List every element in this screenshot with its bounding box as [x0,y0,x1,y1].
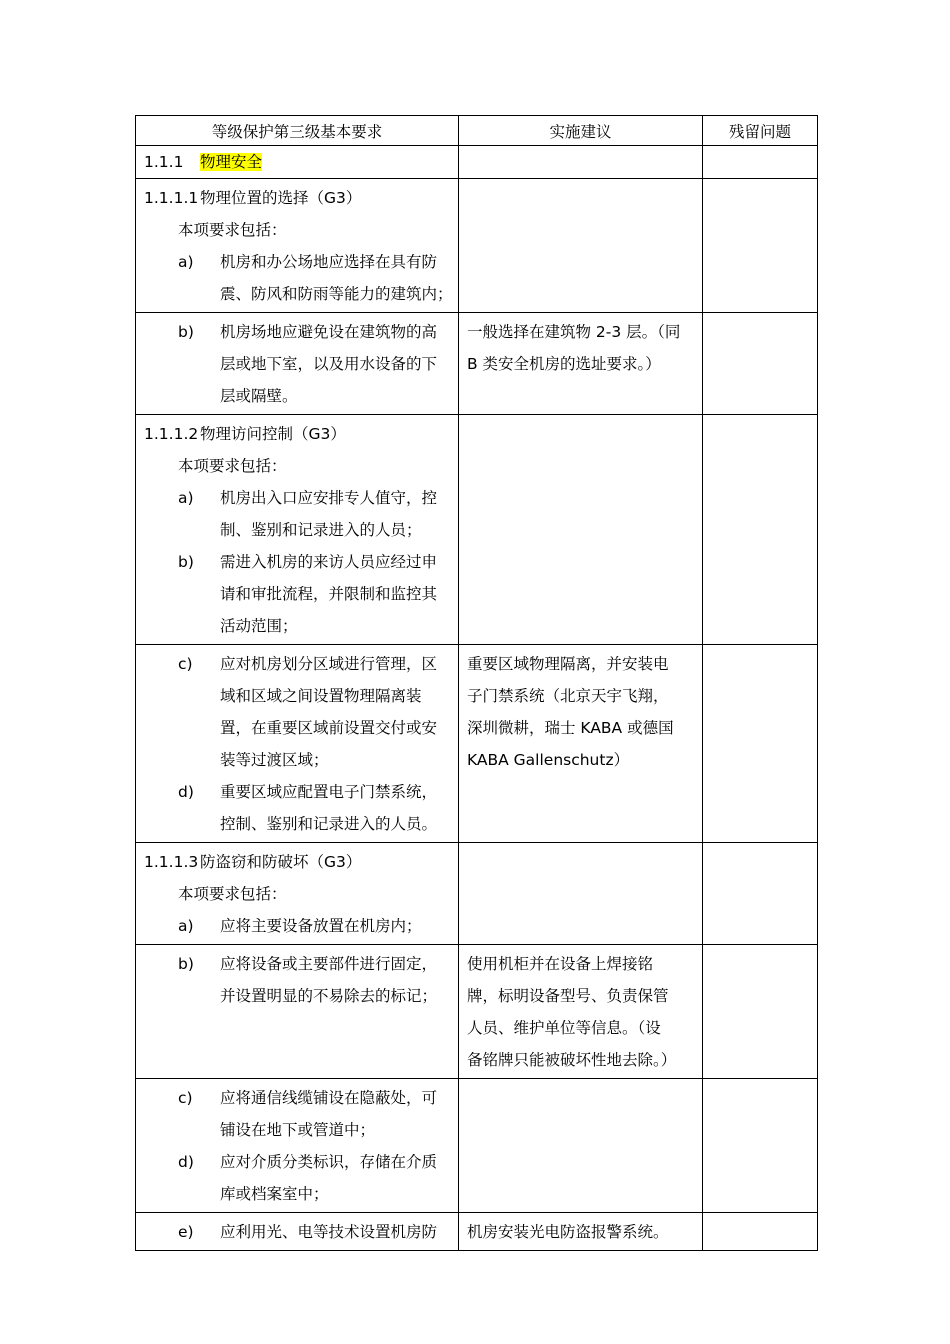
clause-intro: 本项要求包括： [178,885,287,903]
clause-number: 1.1.1.1 [144,189,199,207]
clause-heading [144,418,450,450]
item-text-line: 铺设在地下或管道中； [220,1121,376,1139]
requirement-item [144,776,450,840]
item-text-line: 重要区域应配置电子门禁系统， [220,783,438,801]
item-label: a) [178,253,194,271]
item-text-line: 并设置明显的不易除去的标记； [220,987,438,1005]
item-label: d) [178,783,194,801]
header-requirements: 等级保护第三级基本要求 [136,116,459,146]
item-text-line: 应对机房划分区域进行管理，区 [220,655,438,673]
advice-text-line: KABA Gallenschutz） [467,751,630,769]
item-text-line: 应利用光、电等技术设置机房防 [220,1223,438,1241]
item-label: e) [178,1223,194,1241]
requirement-item [144,948,450,1012]
clause-title: 物理位置的选择（G3） [200,189,362,207]
advice-text-line: 人员、维护单位等信息。（设 [467,1019,661,1037]
requirement-cell [136,1213,459,1251]
residual-cell [703,1079,818,1213]
advice-text-line: B 类安全机房的选址要求。） [467,355,661,373]
item-label: a) [178,489,194,507]
clause-heading [144,182,450,214]
item-text-line: 应将设备或主要部件进行固定， [220,955,438,973]
requirements-table [135,115,818,1251]
item-text-line: 应将通信线缆铺设在隐蔽处，可 [220,1089,438,1107]
requirement-item [144,1216,450,1248]
item-label: c) [178,1089,193,1107]
residual-cell [703,179,818,313]
item-text-line: 机房出入口应安排专人值守，控 [220,489,438,507]
advice-cell [459,645,703,843]
requirement-cell [136,415,459,645]
advice-cell [459,1079,703,1213]
section-row [136,146,818,179]
advice-text-line: 一般选择在建筑物 2-3 层。（同 [467,323,681,341]
item-label: b) [178,323,194,341]
residual-cell [703,313,818,415]
residual-cell [703,645,818,843]
advice-cell [459,945,703,1079]
advice-text-line: 备铭牌只能被破坏性地去除。） [467,1051,677,1069]
item-text-line: 机房场地应避免设在建筑物的高 [220,323,438,341]
requirement-item [144,910,450,942]
clause-number: 1.1.1.3 [144,853,199,871]
item-label: b) [178,553,194,571]
advice-text-line: 牌，标明设备型号、负责保管 [467,987,669,1005]
requirement-item [144,1082,450,1146]
requirement-item [144,246,453,310]
item-text-line: 应将主要设备放置在机房内； [220,917,422,935]
item-text-line: 层或地下室，以及用水设备的下 [220,355,438,373]
requirement-cell [136,179,459,313]
header-residual: 残留问题 [703,116,818,146]
advice-text-line: 子门禁系统（北京天宇飞翔， [467,687,669,705]
section-title: 物理安全 [200,153,263,171]
item-text-line: 域和区域之间设置物理隔离装 [220,687,422,705]
item-text-line: 置，在重要区域前设置交付或安 [220,719,438,737]
residual-cell [703,1213,818,1251]
requirement-item [144,546,450,642]
requirement-item [144,316,450,412]
requirement-cell [136,843,459,945]
advice-cell [459,313,703,415]
item-text-line: 控制、鉴别和记录进入的人员。 [220,815,438,833]
table-header-row [136,116,818,146]
advice-text-line: 重要区域物理隔离，并安装电 [467,655,669,673]
requirement-item [144,648,450,776]
advice-cell [459,179,703,313]
requirement-cell [136,1079,459,1213]
table-row [136,179,818,313]
item-label: d) [178,1153,194,1171]
requirement-cell [136,945,459,1079]
requirement-item [144,482,450,546]
item-text-line: 层或隔壁。 [220,387,298,405]
item-text-line: 机房和办公场地应选择在具有防 [220,253,438,271]
table-row [136,313,818,415]
clause-number: 1.1.1.2 [144,425,199,443]
item-text-line: 请和审批流程，并限制和监控其 [220,585,438,603]
residual-cell [703,415,818,645]
clause-intro: 本项要求包括： [178,457,287,475]
advice-text-line: 深圳微耕，瑞士 KABA 或德国 [467,719,674,737]
clause-title: 防盗窃和防破坏（G3） [200,853,362,871]
item-text-line: 震、防风和防雨等能力的建筑内； [220,285,453,303]
clause-title: 物理访问控制（G3） [200,425,346,443]
item-label: b) [178,955,194,973]
advice-cell [459,1213,703,1251]
header-advice: 实施建议 [459,116,703,146]
item-text-line: 制、鉴别和记录进入的人员； [220,521,422,539]
table-row [136,415,818,645]
requirement-cell [136,645,459,843]
section-residual-cell [703,146,818,179]
table-row [136,843,818,945]
table-row [136,945,818,1079]
section-number: 1.1.1 [144,153,184,171]
advice-cell [459,415,703,645]
section-advice-cell [459,146,703,179]
table-row [136,1213,818,1251]
requirement-item [144,1146,450,1210]
residual-cell [703,945,818,1079]
clause-heading [144,846,450,878]
section-cell [136,146,459,179]
table-row [136,645,818,843]
item-label: c) [178,655,193,673]
advice-cell [459,843,703,945]
item-text-line: 活动范围； [220,617,298,635]
clause-intro: 本项要求包括： [178,221,287,239]
item-text-line: 应对介质分类标识，存储在介质 [220,1153,438,1171]
residual-cell [703,843,818,945]
advice-text-line: 使用机柜并在设备上焊接铭 [467,955,654,973]
advice-text-line: 机房安装光电防盗报警系统。 [467,1223,669,1241]
item-text-line: 装等过渡区域； [220,751,329,769]
table-row [136,1079,818,1213]
requirement-cell [136,313,459,415]
item-label: a) [178,917,194,935]
item-text-line: 库或档案室中； [220,1185,329,1203]
item-text-line: 需进入机房的来访人员应经过申 [220,553,438,571]
